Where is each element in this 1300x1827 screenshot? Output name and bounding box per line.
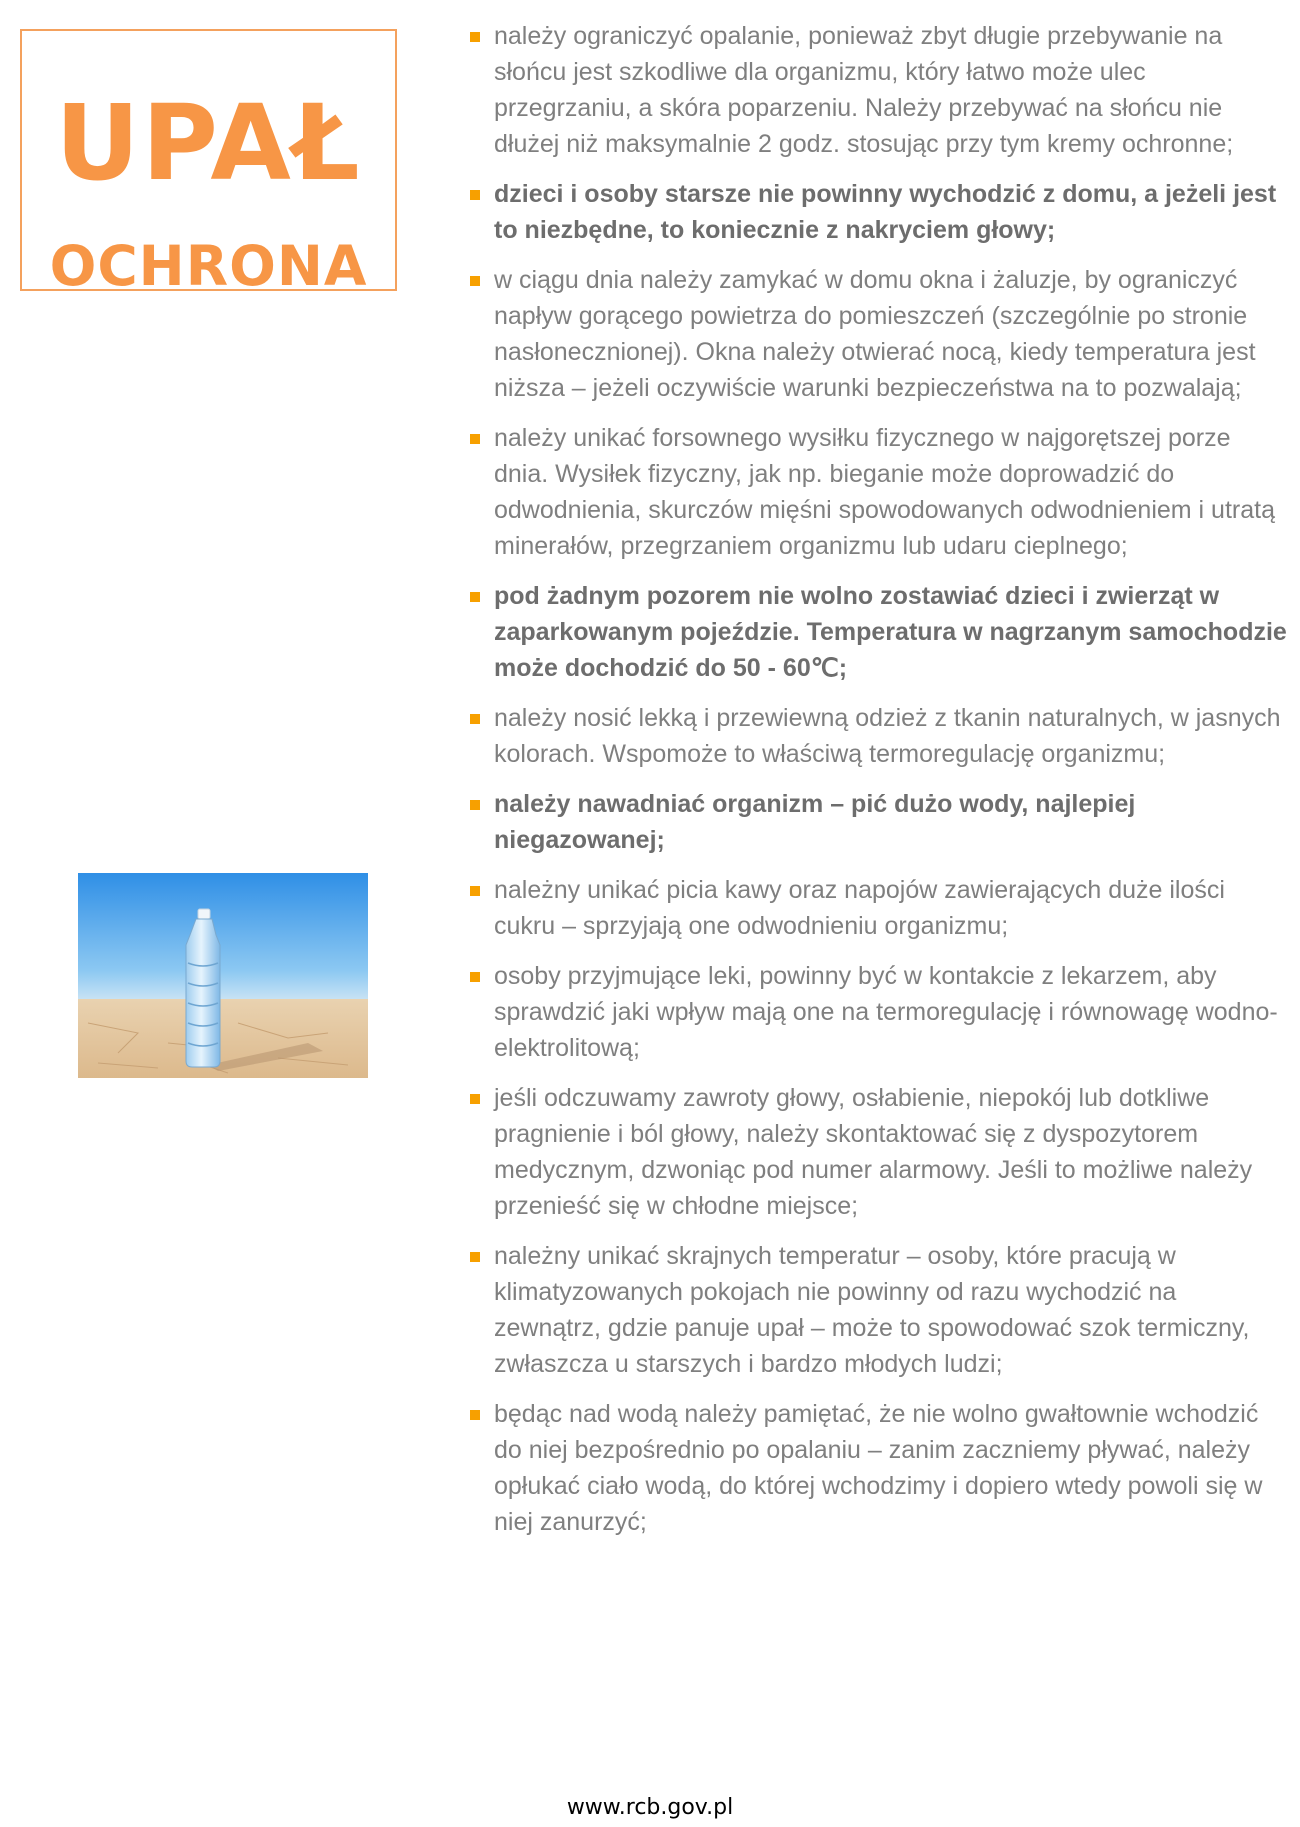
bullet-marker: [470, 276, 480, 286]
list-item-text: należy unikać forsownego wysiłku fizycznego w najgorętszej porze dnia. Wysiłek fizyczny, jak np. bieganie może doprowadzić do odwodnienia, skurczów mięśni spowodowanych odwodnieniem i utratą minerałów, przegrzaniem organizmu lub udaru cieplnego;: [494, 424, 1275, 560]
page-subtitle: OCHRONA: [49, 234, 368, 298]
bullet-marker: [470, 190, 480, 200]
list-item-text: należny unikać skrajnych temperatur – osoby, które pracują w klimatyzowanych pokojach nie powinny od razu wychodzić na zewnątrz, gdzie panuje upał – może to spowodować szok termiczny, zwłaszcza u starszych i bardzo młodych ludzi;: [494, 1242, 1250, 1378]
list-item-text: należy nosić lekką i przewiewną odzież z tkanin naturalnych, w jasnych kolorach. Wspomoże to właściwą termoregulację organizmu;: [494, 704, 1281, 768]
list-item: [470, 176, 1290, 248]
list-item-text: należy nawadniać organizm – pić dużo wody, najlepiej niegazowanej;: [494, 790, 1136, 854]
page-title: UPAŁ: [55, 82, 362, 204]
list-item-text: dzieci i osoby starsze nie powinny wychodzić z domu, a jeżeli jest to niezbędne, to koniecznie z nakryciem głowy;: [494, 180, 1277, 244]
title-box: [20, 29, 397, 298]
list-item-text: należny unikać picia kawy oraz napojów zawierających duże ilości cukru – sprzyjają one odwodnieniu organizmu;: [494, 876, 1225, 940]
bullet-marker: [470, 1252, 480, 1262]
list-item: [470, 872, 1290, 944]
list-item: [470, 262, 1290, 406]
bullet-marker: [470, 972, 480, 982]
list-item-text: będąc nad wodą należy pamiętać, że nie wolno gwałtownie wchodzić do niej bezpośrednio po opalaniu – zanim zaczniemy pływać, należy opłukać ciało wodą, do której wchodzimy i dopiero wtedy powoli się w niej zanurzyć;: [494, 1400, 1263, 1536]
water-bottle-photo: [78, 873, 368, 1078]
bullet-marker: [470, 32, 480, 42]
list-item-text: w ciągu dnia należy zamykać w domu okna i żaluzje, by ograniczyć napływ gorącego powietrza do pomieszczeń (szczególnie po stronie nasłonecznionej). Okna należy otwierać nocą, kiedy temperatura jest niższa – jeżeli oczywiście warunki bezpieczeństwa na to pozwalają;: [494, 266, 1256, 402]
list-item: [470, 1238, 1290, 1382]
list-item: [470, 958, 1290, 1066]
list-item-text: osoby przyjmujące leki, powinny być w kontakcie z lekarzem, aby sprawdzić jaki wpływ mają one na termoregulację i równowagę wodno-elektrolitową;: [494, 962, 1278, 1062]
list-item: [470, 700, 1290, 772]
footer-url: www.rcb.gov.pl: [566, 1795, 734, 1820]
bullet-marker: [470, 434, 480, 444]
bullet-marker: [470, 886, 480, 896]
list-item-text: pod żadnym pozorem nie wolno zostawiać dzieci i zwierząt w zaparkowanym pojeździe. Temperatura w nagrzanym samochodzie może dochodzić do 50 - 60℃;: [494, 582, 1287, 682]
bullet-marker: [470, 800, 480, 810]
list-item: [470, 1396, 1290, 1540]
list-item: [470, 578, 1290, 686]
list-item-text: jeśli odczuwamy zawroty głowy, osłabienie, niepokój lub dotkliwe pragnienie i ból głowy, należy skontaktować się z dyspozytorem medycznym, dzwoniąc pod numer alarmowy. Jeśli to możliwe należy przenieść się w chłodne miejsce;: [494, 1084, 1253, 1220]
bullet-marker: [470, 714, 480, 724]
list-item: [470, 1080, 1290, 1224]
list-item: [470, 786, 1290, 858]
bullet-marker: [470, 592, 480, 602]
list-item: [470, 18, 1290, 162]
bullet-marker: [470, 1410, 480, 1420]
list-item: [470, 420, 1290, 564]
list-item-text: należy ograniczyć opalanie, ponieważ zbyt długie przebywanie na słońcu jest szkodliwe dla organizmu, który łatwo może ulec przegrzaniu, a skóra poparzeniu. Należy przebywać na słońcu nie dłużej niż maksymalnie 2 godz. stosując przy tym kremy ochronne;: [494, 22, 1234, 158]
bullet-marker: [470, 1094, 480, 1104]
precautions-list: [470, 18, 1290, 1554]
